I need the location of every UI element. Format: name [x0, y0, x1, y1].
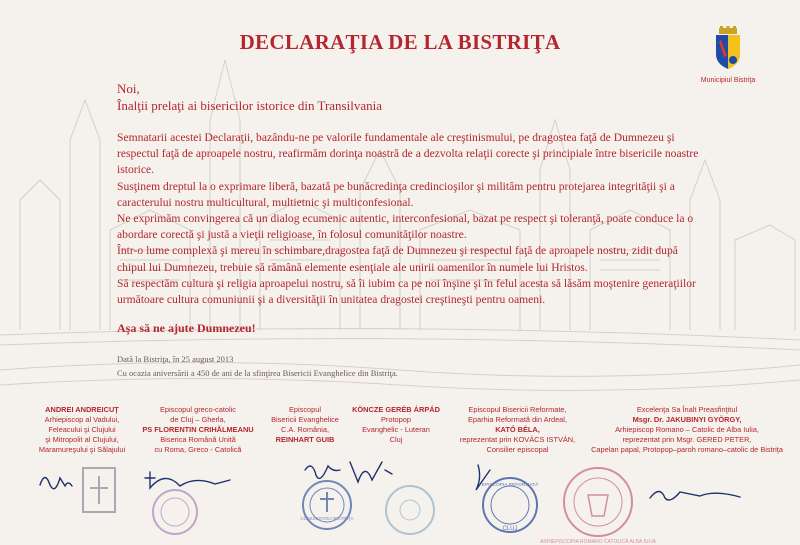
signatory-line: Excelenţa Sa Înalt Preasfinţitul — [636, 405, 738, 414]
signatory-block — [260, 405, 350, 445]
paragraph: Într-o lume complexă şi mereu în schimbare,dragostea faţă de Dumnezeu şi respectul faţă de aproapele nostru, zidit după chipul lui Dumnezeu, trebuie să rămână elemente esenţiale ale unirii oamenilor în numele lui Hristos. — [117, 244, 678, 274]
signatory-line: reprezentat prin Msgr. GERED PETER, — [622, 435, 752, 444]
signatory-block — [346, 405, 446, 445]
occasion-text: Cu ocazia aniversării a 450 de ani de la sfinţirea Bisericii Evanghelice din Bistriţa. — [117, 368, 398, 378]
paragraph: Semnatarii acestei Declaraţii, bazându-ne pe valorile fundamentale ale creştinismului, pe dragostea faţă de Dumnezeu şi respectul faţă de aproapele nostru, reafirmăm dorinţa noastră de a dezvolta relaţii corecte şi principiale între bisericile noastre istorice. — [117, 131, 699, 177]
stamp-text: ARHIEPISCOPIA ROMANO CATOLICĂ ALBA IULIA — [540, 539, 656, 545]
closing-line: Aşa să ne ajute Dumnezeu! — [117, 321, 256, 335]
signatory-line: Consilier episcopal — [486, 445, 549, 454]
signatory-line: Evanghelic - Luteran — [362, 425, 430, 434]
stamp-text: EPISCOPIA REFORMATĂ — [481, 483, 539, 488]
signatory-block — [138, 405, 258, 455]
salutation-line: Înalţii prelaţi ai bisericilor istorice din Transilvania — [117, 98, 382, 113]
signatory-line: Protopop — [381, 415, 411, 424]
signatory-line: KATÓ BÉLA, — [495, 425, 540, 434]
signatory-line: PS FLORENTIN CRIHĂLMEANU — [142, 425, 254, 434]
signatory-line: Msgr. Dr. JAKUBINYI GYÖRGY, — [632, 415, 742, 424]
paragraph: Susţinem dreptul la o exprimare liberă, bazată pe bunăcredinţa credincioşilor şi militâm pentru protejarea integrităţii şi a caracterului nostru multicultural, multietnic şi multiconfesional. — [117, 179, 675, 209]
signatory-line: Arhiepiscop al Vadului, — [44, 415, 120, 424]
signatory-line: Feleacului şi Clujului — [48, 425, 116, 434]
signatory-line: cu Roma, Greco - Catolică — [154, 445, 242, 454]
paragraph: Să respectăm cultura şi religia aproapelui nostru, să îi iubim ca pe noi înşine şi în felul acesta să lăsăm moştenire generaţiilor următoare cultura comuniunii şi a diversităţii în unitatea dragostei creştineşti pentru oameni. — [117, 276, 696, 307]
signatory-line: Episcopul — [288, 405, 322, 414]
signatory-block — [582, 405, 792, 455]
signatory-line: şi Mitropolit al Clujului, — [45, 435, 119, 444]
signatory-line: reprezentat prin KOVÁCS ISTVÁN, — [459, 435, 576, 444]
paragraph: Ne exprimăm convingerea că un dialog ecumenic autentic, interconfesional, bazat pe respect şi toleranţă, poate conduce la o abordare corectă şi justă a vieţii religioase, în folosul comunităţilor noastre. — [117, 212, 694, 242]
signatory-line: Episcopul greco-catolic — [160, 405, 236, 414]
signatories — [0, 405, 800, 545]
signatory-line: Bisericii Evanghelice — [271, 415, 339, 424]
signatory-line: KÖNCZE GERÉB ÁRPÁD — [352, 405, 440, 414]
signatory-line: ANDREI ANDREICUŢ — [45, 405, 119, 414]
signatory-line: Episcopul Bisericii Reformate, — [468, 405, 567, 414]
stamp-text: COMUNITATEA BISTRIŢA — [300, 516, 354, 521]
signatory-line: Maramureşului şi Sălajului — [38, 445, 126, 454]
signatory-line: Eparhia Reformată din Ardeal, — [467, 415, 567, 424]
salutation-line: Noi, — [117, 81, 140, 96]
signatory-line: Cluj — [389, 435, 403, 444]
date-text: Dată la Bistriţa, în 25 august 2013 — [117, 354, 234, 364]
signatory-line: de Cluj – Gherla, — [170, 415, 226, 424]
signatory-line: Capelan papal, Protopop–paroh romano–catolic de Bistriţa — [591, 445, 783, 454]
stamp-text: CLUJ — [502, 526, 518, 532]
signatory-block — [450, 405, 585, 455]
signatory-line: REINHART GUIB — [275, 435, 335, 444]
signatory-block — [22, 405, 142, 455]
signatory-line: Biserica Română Unită — [160, 435, 236, 444]
document-title: DECLARAŢIA DE LA BISTRIŢA — [239, 30, 561, 54]
signatory-line: Arhiepiscop Romano – Catolic de Alba Iulia, — [615, 425, 759, 434]
signatory-line: C.A. România, — [280, 425, 330, 434]
crest-caption: Municipiul Bistriţa — [700, 77, 756, 84]
